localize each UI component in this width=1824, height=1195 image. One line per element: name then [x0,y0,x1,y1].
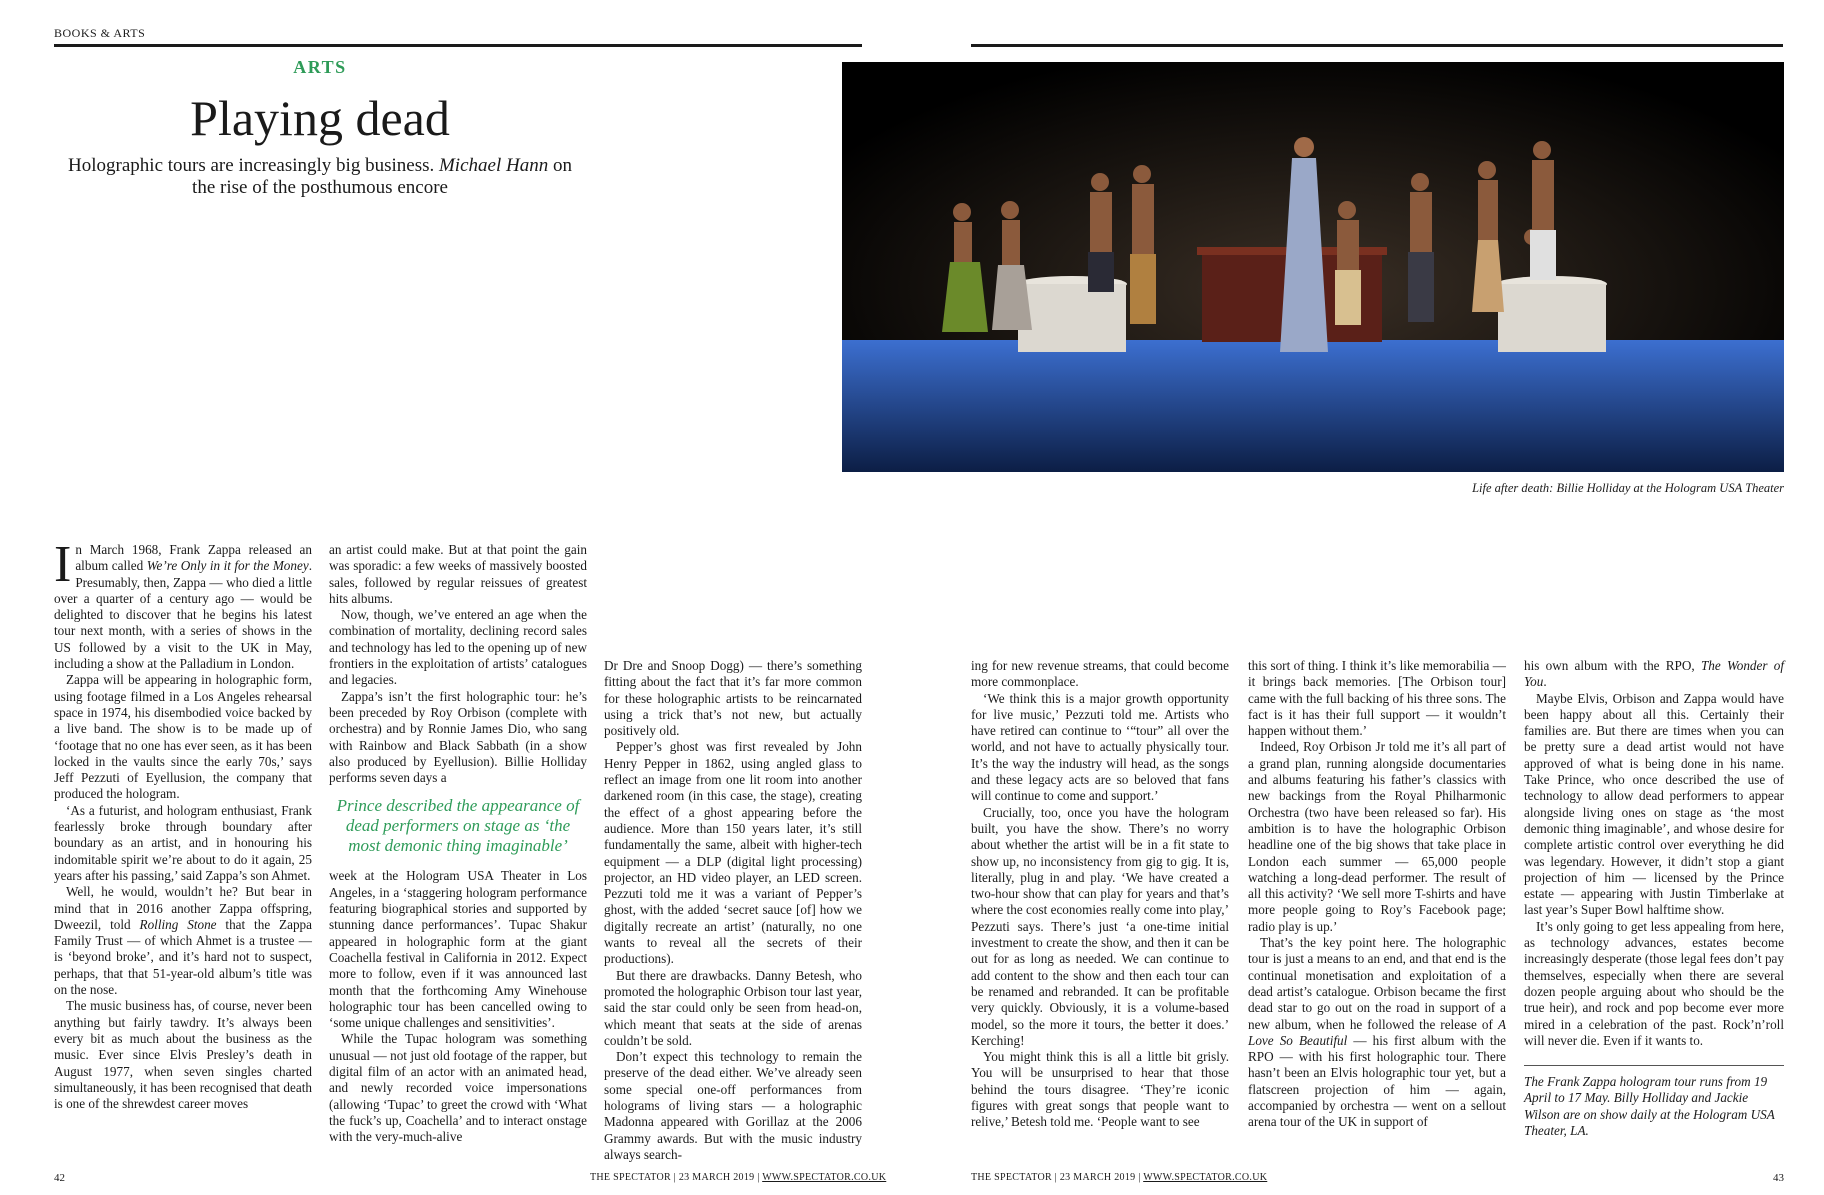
column-1 [54,536,312,1112]
text: That’s the key point here. The holographic tour is just a means to an end, and that end is the continual monetisation and exploitation of a dead artist’s catalogue. Orbison became the first dead star to go out on the road in support of a new album, when he followed the release of [1248,935,1506,1032]
paragraph [54,884,312,998]
drop-cap: I [54,536,72,593]
footer-right [971,1172,1267,1183]
paragraph: Zappa will be appearing in holographic form, using footage filmed in a Los Angeles rehearsal space in 1974, his disembodied voice backed by a live band. The show is to be made up of ‘footage that no one has ever seen, as it has been locked in the vaults since the early 70s,’ says Jeff Pezzuti of Eyellusion, the company that produced the hologram. [54,672,312,802]
top-rule-left [54,44,862,47]
paragraph: The music business has, of course, never been anything but fairly tawdry. It’s always been every bit as much about the business as the music. Ever since Elvis Presley’s death in August 1977, when seven singles charted simultaneously, it has been recognised that death is one of the shrewdest career moves [54,998,312,1112]
paragraph: ing for new revenue streams, that could become more commonplace. [971,658,1229,690]
kicker: ARTS [293,57,347,77]
column-2 [329,542,587,1146]
footer-url-link[interactable]: WWW.SPECTATOR.CO.UK [762,1172,887,1183]
footer-left [590,1172,886,1183]
paragraph [54,536,312,672]
paragraph [1248,935,1506,1131]
paragraph: ‘As a futurist, and hologram enthusiast, Frank fearlessly broke through boundary after boundary as an artist, and in honouring his indomitable spirit we’re about to do it again, 25 years after his passing,’ said Zappa’s son Ahmet. [54,802,312,883]
paragraph: this sort of thing. I think it’s like memorabilia — it brings back memories. [The Orbison tour] came with the full backing of his three sons. The fact is it has their full support — it wouldn’t happen without them.’ [1248,658,1506,739]
text: his own album with the RPO, [1524,658,1701,673]
paragraph: Now, though, we’ve entered an age when the combination of mortality, declining record sales and technology has led to the opening up of new frontiers in the exploitation of artists’ catalogues and legacies. [329,607,587,688]
text: . [1543,674,1547,690]
top-rule-right [971,44,1783,47]
text: — his first album with the RPO — with his first holographic tour. There hasn’t been an Elvis holographic tour yet, but a flatscreen projection of him — again, accompanied by orchestra — went on a sellout arena tour of the UK in support of [1248,1032,1506,1130]
standfirst [60,155,580,199]
paragraph: week at the Hologram USA Theater in Los Angeles, in a ‘staggering hologram performance featuring biographical stories and supported by stunning dance performances’. Tupac Shakur appeared in holographic form at the giant Coachella festival in California in 2012. Expect more to follow, even if it was announced last month that the forthcoming Amy Winehouse holographic tour has been cancelled owing to ‘some unique challenges and sensitivities’. [329,868,587,1031]
footer-publication: THE SPECTATOR | 23 MARCH 2019 | [971,1172,1144,1183]
text: that the Zappa Family Trust — of which Ahmet is a trustee — is ‘beyond broke’, and it’s hard not to suspect, perhaps, that that 51-year-old album’s title was on the nose. [54,916,312,998]
album-title: A Love So Beautiful [1248,1016,1506,1048]
magazine-title: Rolling Stone [139,916,217,932]
column-4 [971,658,1229,1131]
section-label: BOOKS & ARTS [54,26,146,40]
headline: Playing dead [190,90,450,146]
paragraph: Dr Dre and Snoop Dogg) — there’s something fitting about the fact that it’s far more common for these holographic artists to be reincarnated using a trick that’s not new, but actually positively old. [604,658,862,739]
stage-photo [842,62,1784,472]
paragraph: But there are drawbacks. Danny Betesh, who promoted the holographic Orbison tour last year, said the star could only be seen from head-on, which meant that seats at the side of arenas couldn’t be sold. [604,967,862,1048]
paragraph: Pepper’s ghost was first revealed by John Henry Pepper in 1862, using angled glass to reflect an image from one lit room into another darkened room (in this case, the stage), creating the effect of a ghost appearing before the audience. More than 150 years later, it’s still fundamentally the same, albeit with higher-tech equipment — a DLP (digital light processing) projector, an HD video player, an LED screen. Pezzuti told me it was a variant of Pepper’s ghost, with the added ‘secret sauce [of] how we digitally recreate an artist’ (naturally, no one wants to reveal all the secrets of their productions). [604,739,862,967]
paragraph: an artist could make. But at that point the gain was sporadic: a few weeks of massively boosted sales, followed by regular reissues of greatest hits albums. [329,542,587,606]
column-5 [1248,658,1506,1131]
tour-info-box: The Frank Zappa hologram tour runs from 19 April to 17 May. Billy Holliday and Jackie Wilson are on show daily at the Hologram USA Theater, LA. [1524,1065,1784,1139]
footer-url-link[interactable]: WWW.SPECTATOR.CO.UK [1143,1172,1268,1183]
paragraph: ‘We think this is a major growth opportunity for live music,’ Pezzuti told me. Artists who have retired can continue to ‘“tour” all over the world, and not have to actually physically tour. It’s the way the industry will head, as the songs and these legacy acts are so beloved that fans will continue to come and support.’ [971,690,1229,804]
text: n March 1968, Frank Zappa released an album called [75,542,312,574]
paragraph: Maybe Elvis, Orbison and Zappa would have been happy about all this. Certainly their families are. But there are times when you can be pretty sure a dead artist would not have approved of what is being done in his name. Take Prince, who once described the use of technology to allow dead performers to appear alongside living ones on stage as ‘the most demonic thing imaginable’, and whose desire for complete artistic control over everything he did was legendary. However, it didn’t stop a giant projection of him — licensed by the Prince estate — appearing with Justin Timberlake at last year’s Super Bowl halftime show. [1524,690,1784,918]
stage-photo-illustration [842,62,1784,472]
standfirst-text: Holographic tours are increasingly big business. [68,155,439,176]
paragraph [1524,658,1784,691]
column-6 [1524,658,1784,1139]
column-3 [604,658,862,1163]
standfirst-text-end: on the rise of the posthumous encore [192,155,572,198]
pull-quote: Prince described the appearance of dead performers on stage as ‘the most demonic thing imaginable’ [336,796,580,856]
paragraph: You might think this is all a little bit grisly. You will be unsurprised to hear that those behind the tours disagree. ‘They’re iconic figures with great songs that people want to relive,’ Betesh told me. ‘People want to see [971,1049,1229,1130]
album-title: The Wonder of You [1524,658,1784,690]
text: . Presumably, then, Zappa — who died a little over a quarter of a century ago — would be delighted to discover that he begins his latest tour next month, with a series of shows in the US followed by a visit to the UK in May, including a show at the Palladium in London. [54,558,312,672]
standfirst-author: Michael Hann [438,155,549,176]
paragraph: Crucially, too, once you have the hologram built, you have the show. There’s no worry about whether the artist will be in a fit state to show up, no inconsistency from gig to gig. It is, literally, plug in and play. ‘We have created a two-hour show that can play for years and that’s where the cost economies really come into play,’ Pezzuti says. There’s just ‘a one-time initial investment to create the show, and then it can be out for as long as needed. We can continue to add content to the show and then each tour can be renamed and rebranded. It can be profitable very quickly. Obviously, it is a volume-based model, so the more it tours, the better it does.’ Kerching! [971,804,1229,1048]
footer-publication: THE SPECTATOR | 23 MARCH 2019 | [590,1172,763,1183]
page-number-right: 43 [1773,1172,1784,1184]
album-title: We’re Only in it for the Money [146,558,309,574]
photo-caption: Life after death: Billie Holliday at the Hologram USA Theater [1472,481,1784,495]
text: Well, he would, wouldn’t he? But bear in mind that in 2016 another Zappa offspring, Dweezil, told [54,884,312,932]
paragraph: Don’t expect this technology to remain the preserve of the dead either. We’ve already seen some special one-off performances from holograms of living stars — a holographic Madonna appeared with Gorillaz at the 2006 Grammy awards. But with the music industry always search- [604,1049,862,1162]
paragraph: Zappa’s isn’t the first holographic tour: he’s been preceded by Roy Orbison (complete with orchestra) and by Ronnie James Dio, who sang with Rainbow and Black Sabbath (in a show also produced by Eyellusion). Billie Holliday performs seven days a [329,688,587,786]
paragraph: While the Tupac hologram was something unusual — not just old footage of the rapper, but digital film of an actor with an animated head, and newly recorded voice impersonations (allowing ‘Tupac’ to greet the crowd with ‘What the fuck’s up, Coachella’ and to interact onstage with the very-much-alive [329,1031,587,1145]
page-number-left: 42 [54,1172,65,1184]
paragraph: Indeed, Roy Orbison Jr told me it’s all part of a grand plan, running alongside documentaries and albums featuring his father’s classics with new backings from the Royal Philharmonic Orchestra (two have been released so far). His ambition is to have the holographic Orbison headline one of the big shows that take place in London each summer — 65,000 people watching a long-dead performer. The result of all this activity? ‘We sell more T-shirts and have more people going to Roy’s Facebook page; radio play is up.’ [1248,739,1506,934]
paragraph: It’s only going to get less appealing from here, as technology advances, estates become increasingly desperate (those legal fees don’t pay themselves, especially when there are several dozen people arguing about who should be the true heir), and rock and pop become ever more mired in a celebration of the past. Rock’n’roll will never die. Even if it wants to. [1524,918,1784,1048]
